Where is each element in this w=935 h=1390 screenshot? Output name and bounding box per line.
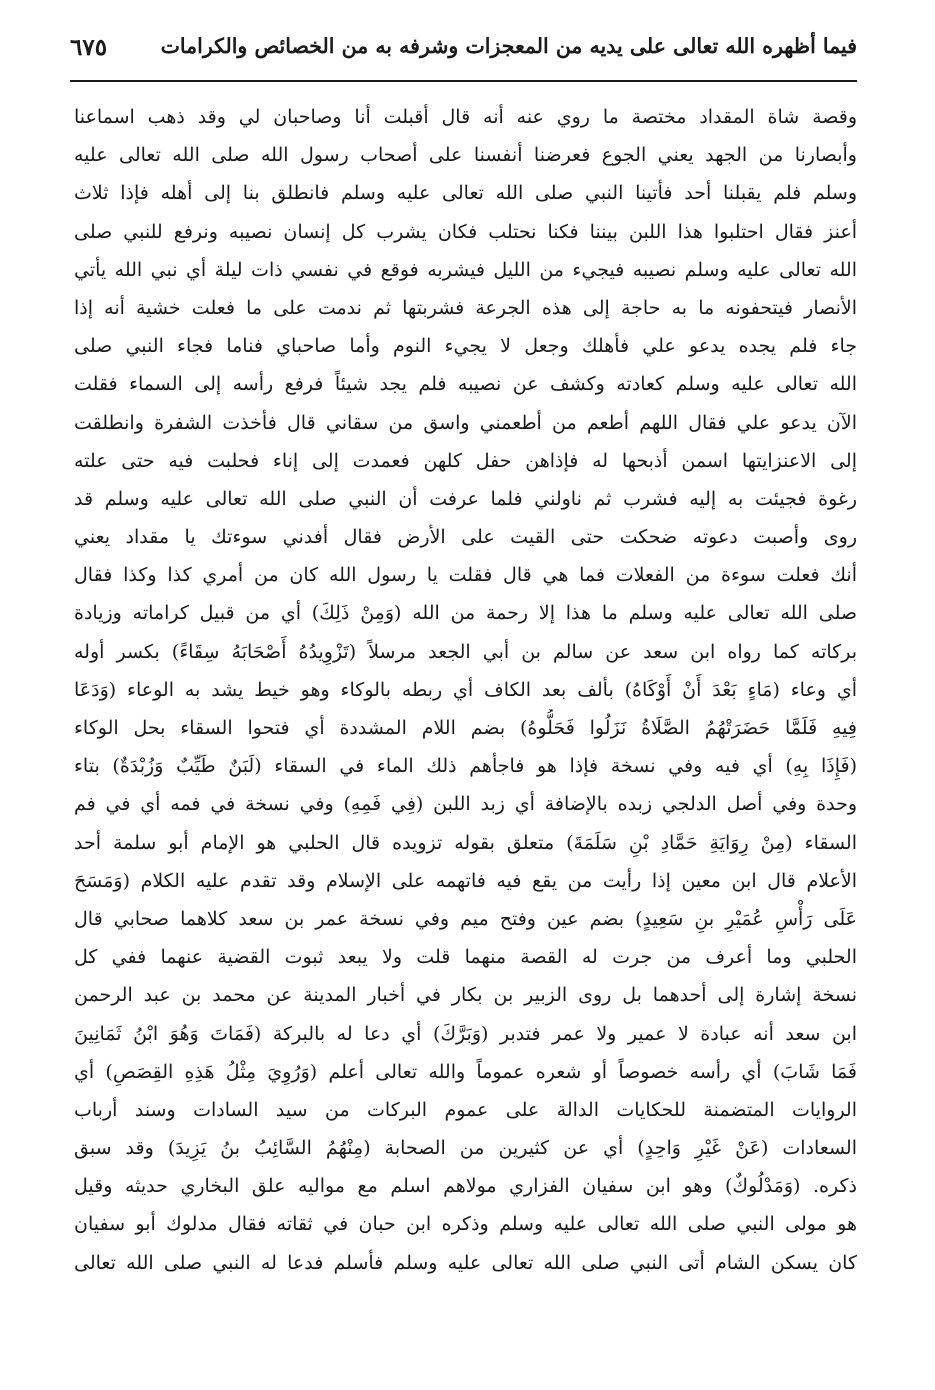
text-line: فَمَا شَابَ) أي رأسه خصوصاً أو شعره عموماً والله تعالى أعلم (وَرُوِيَ مِثْلُ هَذِهِ القِصَصِ) أي: [74, 1060, 857, 1083]
page-header: [70, 28, 857, 74]
text-line: عَلَى رَأْسِ عُمَيْرِ بنِ سَعِيدٍ) بضم عين وفتح ميم وفي نسخة عمر بن سعد كلاهما صحابي قال: [74, 907, 857, 930]
text-line: الأعلام قال ابن معين إذا رأيت من يقع فيه فاتهمه على الإسلام وقد تقدم عليه الكلام (وَمَسَحَ: [74, 869, 857, 892]
text-line: رغوة فجيئت به إليه فشرب ثم ناولني فلما عرفت أن النبي صلى الله تعالى عليه وسلم قد: [74, 487, 857, 510]
text-line: الأنصار فيتحفونه ما به حاجة إلى هذه الجرعة فشربتها ثم ندمت على ما فعلت خشية أنه إذا: [74, 296, 857, 319]
text-line: أعنز فقال احتلبوا هذا اللبن بيننا فكنا نحتلب فكان يشرب كل إنسان نصيبه ونرفع للنبي صلى: [74, 220, 857, 243]
text-line: السعادات (عَنْ غَيْرِ وَاحِدٍ) أي عن كثيرين من الصحابة (مِنْهُمُ السَّائِبُ بنُ يَزِيدَ) وقد سبق: [74, 1137, 857, 1160]
text-line: إلى الاعنزايتها اسمن أذبحها له فإذاهن حفل كلهن فعمدت إلى إناء فحلبت فيه حتى علته: [74, 449, 857, 472]
text-line: أي وعاء (مَاءٍ بَعْدَ أَنْ أَوْكَاهُ) بألف بعد الكاف أي ربطه بالوكاء وهو خيط يشد به الوعاء (وَدَعَا: [74, 678, 857, 701]
running-title: فيما أظهره الله تعالى على يديه من المعجزات وشرفه به من الخصائص والكرامات: [160, 34, 857, 58]
text-line: السقاء (مِنْ رِوَايَةِ حَمَّادِ بْنِ سَلَمَةَ) متعلق بقوله تزويده قال الحلبي هو الإمام أبو سلمة أحد: [74, 831, 857, 854]
text-line: أنك فعلت سوءة من الفعلات فما هي قال فقلت يا رسول الله كان من أمري كذا وكذا فقال: [74, 564, 857, 587]
header-rule: [70, 80, 857, 82]
text-line: روى وأصبت دعوته ضحكت حتى القيت على الأرض فقال أفدني سوءتك يا مقداد يعني: [74, 526, 857, 549]
text-line: ابن سعد أنه عبادة لا عمير ولا عمر فتدبر (وَبَرَّكَ) أي دعا له بالبركة (فَمَاتَ وَهُوَ ابْنُ ثَمَانِينَ: [74, 1022, 857, 1045]
text-line: نسخة إشارة إلى أحدهما بل روى الزبير بن بكار في أخبار المدينة عن محمد بن عبد الرحمن: [74, 984, 857, 1007]
text-line: كان يسكن الشام أتى النبي صلى الله تعالى عليه وسلم فأسلم فدعا له النبي صلى الله تعالى: [74, 1251, 857, 1274]
text-line: الآن يدعو علي فقال اللهم أطعم من أطعمني واسق من سقاني قال فأخذت الشفرة وانطلقت: [74, 411, 857, 434]
text-line: وأبصارنا من الجهد يعني الجوع فعرضنا أنفسنا على أصحاب رسول الله صلى الله تعالى عليه: [74, 144, 857, 167]
text-line: هو مولى النبي صلى الله تعالى عليه وسلم وذكره ابن حبان في ثقاته فقال مدلوك أبو سفيان: [74, 1213, 857, 1236]
text-line: الله تعالى عليه وسلم نصيبه فيجيء من الليل فيشربه فوقع في نفسي ذات ليلة أي نبي الله يأتي: [74, 258, 857, 281]
text-line: الله تعالى عليه وسلم كعادته وكشف عن نصيبه فلم يجد شيئاً فرفع رأسه إلى السماء فقلت: [74, 373, 857, 396]
text-line: (فَإِذَا بِهِ) أي فيه وفي نسخة فإذا هو فاجأهم ذلك الماء في السقاء (لَبَنٌ طَيِّبٌ وَزُبْدَةٌ) بتاء: [74, 755, 857, 778]
text-line: صلى الله تعالى عليه وسلم ما هذا إلا رحمة من الله (وَمِنْ ذَلِكَ) أي من قبيل كراماته وزيادة: [74, 602, 857, 625]
text-line: الحلبي وما أعرف من جرت له القصة منهما قلت ولا يبعد ثبوت القضية عنهما ففي كل: [74, 946, 857, 969]
text-line: وحدة وفي أصل الدلجي زبده بالإضافة أي زبد اللبن (فِي فَمِهِ) وفي نسخة في فمه أي في فم: [74, 793, 857, 816]
text-line: وسلم فلم يقبلنا أحد فأتينا النبي صلى الله تعالى عليه وسلم فانطلق بنا إلى أهله فإذا ثلاث: [74, 182, 857, 205]
text-line: ذكره. (وَمَدْلُوكٌ) وهو ابن سفيان الفزاري مولاهم اسلم مع مواليه علق البخاري حديثه وقيل: [74, 1175, 857, 1198]
text-line: وقصة شاة المقداد مختصة ما روي عنه أنه قال أقبلت أنا وصاحبان لي وقد ذهب اسماعنا: [74, 106, 857, 128]
text-line: جاء فلم يجده يدعو علي فأهلك وجعل لا يجيء النوم وأما صاحباي فناما فجاء النبي صلى: [74, 335, 857, 358]
page-number: ٦٧٥: [70, 34, 108, 61]
text-line: فِيهِ فَلَمَّا حَضَرَتْهُمُ الصَّلَاةُ نَزَلُوا فَحَلُّوهُ) بضم اللام المشددة أي فتحوا السقاء بحل الوكاء: [74, 717, 857, 739]
text-body: [74, 98, 857, 1282]
text-line: بركاته كما رواه ابن سعد عن سالم بن أبي الجعد مرسلاً (تَزْوِيدُهُ أَصْحَابَهُ سِقَاءً) بكسر أوله: [74, 640, 857, 663]
text-line: الروايات المتضمنة للحكايات الدالة على عموم البركات من سيد السادات وسند أرباب: [74, 1098, 857, 1121]
